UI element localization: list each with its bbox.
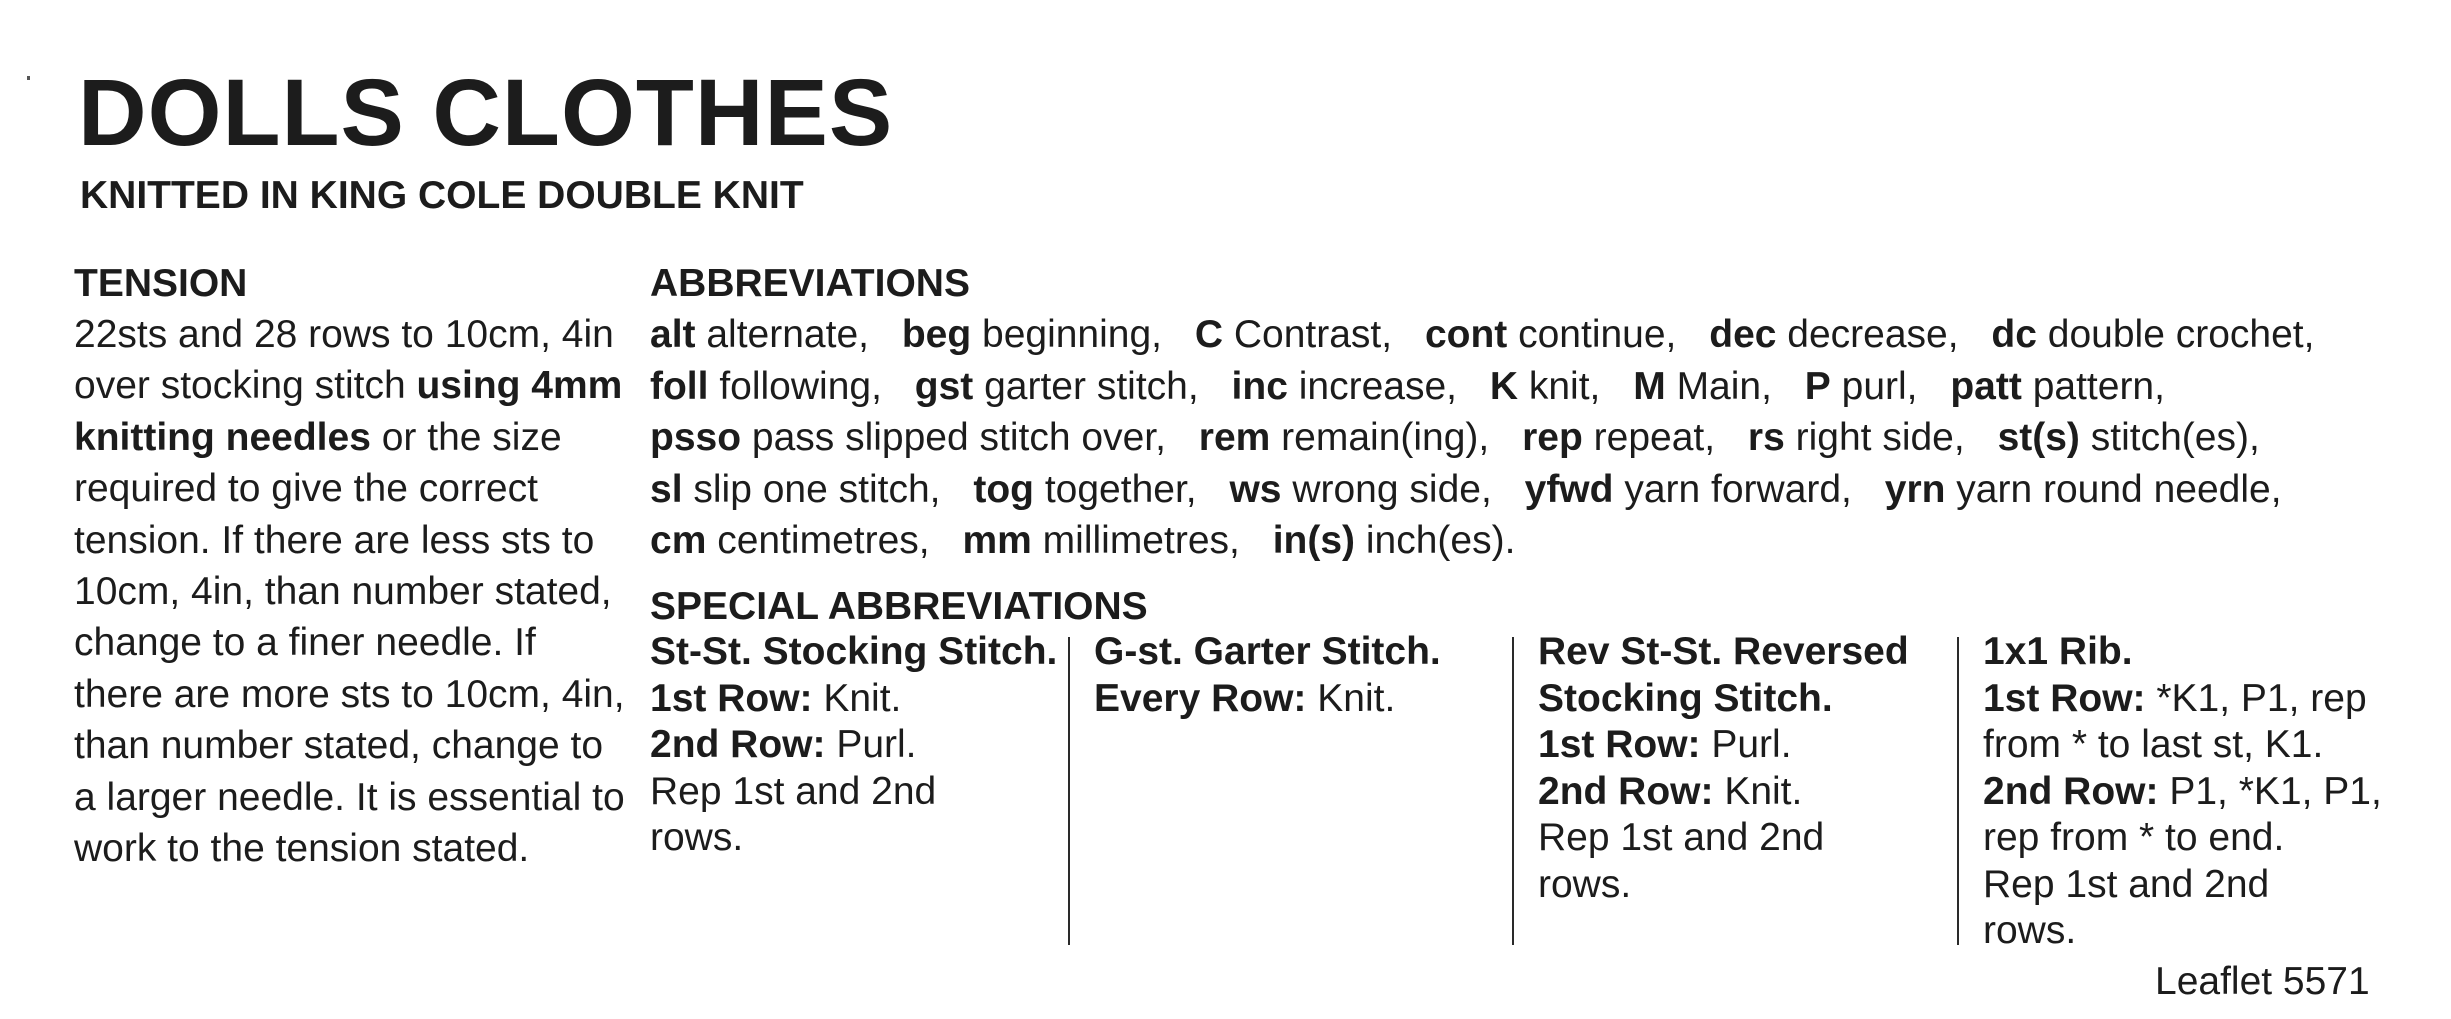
abbreviation-term: ws — [1229, 467, 1282, 511]
abbreviation-term: rs — [1747, 416, 1785, 460]
abbreviation-term: cm — [650, 519, 707, 563]
row-label: 2nd Row: — [1983, 769, 2159, 813]
repeat-instruction: Rep 1st and 2nd rows. — [1983, 862, 2270, 952]
row-text: Knit. — [1713, 769, 1803, 813]
abbreviation-term: dc — [1991, 313, 2037, 356]
abbreviation-meaning: repeat, — [1593, 416, 1716, 460]
abbreviation-term: mm — [962, 519, 1032, 563]
page-title: DOLLS CLOTHES — [78, 60, 894, 166]
abbreviation-entry — [650, 519, 930, 562]
abbreviation-meaning: wrong side, — [1292, 467, 1492, 511]
abbreviation-term: yrn — [1884, 467, 1946, 511]
abbreviation-entry — [1490, 365, 1601, 408]
abbreviation-meaning: millimetres, — [1042, 519, 1240, 563]
repeat-instruction: Rep 1st and 2nd rows. — [650, 769, 937, 859]
abbreviation-term: C — [1194, 313, 1224, 356]
abbreviations-list — [650, 309, 2390, 567]
repeat-instruction: Rep 1st and 2nd rows. — [1538, 816, 1825, 906]
abbreviation-term: K — [1489, 364, 1518, 408]
abbreviation-meaning: beginning, — [982, 313, 1162, 356]
abbreviation-entry — [650, 416, 1166, 459]
reversed-stocking-stitch-column — [1538, 629, 1958, 908]
scan-speck — [27, 76, 30, 80]
column-divider — [1068, 637, 1070, 945]
abbreviation-term: in(s) — [1272, 519, 1356, 563]
tension-text-end: or the size required to give the correct tension. If there are less sts to 10cm, 4in, than number stated, change to a finer needle. If there are more sts to 10cm, 4in, than number stated, change to a larger needle. It is essential to work to the tension stated. — [74, 415, 625, 871]
abbreviation-meaning: stitch(es), — [2090, 416, 2260, 460]
abbreviation-entry — [1709, 313, 1958, 356]
abbreviation-entry — [1525, 468, 1852, 511]
abbreviation-entry — [902, 313, 1162, 356]
stitch-name: Rev St-St. Reversed Stocking Stitch. — [1538, 630, 1909, 720]
abbreviation-meaning: knit, — [1528, 364, 1601, 408]
row-text: *K1, P1, rep from * to last st, K1. — [1983, 676, 2367, 766]
abbreviation-term: dec — [1709, 313, 1777, 356]
abbreviation-term: beg — [901, 313, 972, 356]
abbreviation-meaning: garter stitch, — [984, 364, 1199, 408]
abbreviation-meaning: Main, — [1676, 364, 1772, 408]
abbreviation-term: psso — [650, 416, 742, 460]
row-text: Knit. — [1306, 676, 1396, 720]
abbreviation-entry — [1273, 519, 1516, 562]
tension-heading: TENSION — [74, 262, 248, 305]
row-label: Every Row: — [1094, 676, 1307, 720]
abbreviation-entry — [650, 365, 882, 408]
abbreviation-entry — [1748, 416, 1965, 459]
leaflet-number: Leaflet 5571 — [2155, 960, 2370, 1003]
abbreviation-meaning: increase, — [1298, 364, 1457, 408]
abbreviation-meaning: alternate, — [706, 313, 869, 356]
abbreviation-term: cont — [1424, 313, 1508, 356]
stocking-stitch-column — [650, 629, 1070, 862]
abbreviation-term: sl — [650, 467, 683, 511]
abbreviation-meaning: double crochet, — [2047, 313, 2315, 356]
row-label: 1st Row: — [1538, 723, 1701, 766]
abbreviation-meaning: slip one stitch, — [693, 467, 941, 511]
abbreviation-meaning: remain(ing), — [1281, 416, 1490, 460]
special-abbreviations-section — [650, 585, 2410, 989]
abbreviation-entry — [1885, 468, 2282, 511]
abbreviation-meaning: yarn round needle, — [1956, 467, 2282, 511]
row-label: 1st Row: — [650, 676, 813, 720]
abbreviation-meaning: following, — [719, 364, 882, 408]
abbreviation-entry — [962, 519, 1239, 562]
abbreviation-entry — [1232, 365, 1457, 408]
abbreviation-term: inc — [1231, 364, 1288, 408]
abbreviation-term: alt — [650, 313, 696, 356]
page-subtitle: KNITTED IN KING COLE DOUBLE KNIT — [80, 174, 804, 217]
abbreviation-term: P — [1804, 364, 1831, 408]
abbreviation-entry — [650, 313, 869, 356]
abbreviation-term: M — [1633, 364, 1666, 408]
garter-stitch-column — [1094, 629, 1514, 722]
special-abbreviations-heading: SPECIAL ABBREVIATIONS — [650, 585, 1148, 628]
row-text: Knit. — [812, 676, 902, 720]
abbreviation-entry — [650, 468, 941, 511]
abbreviation-entry — [915, 365, 1199, 408]
rib-column — [1983, 629, 2398, 955]
tension-needle-size: using 4mm knitting needles — [74, 364, 623, 459]
abbreviations-section — [650, 258, 2390, 567]
abbreviation-entry — [1950, 365, 2165, 408]
abbreviation-entry — [1522, 416, 1715, 459]
row-label: 1st Row: — [1983, 676, 2146, 720]
abbreviation-entry — [1633, 365, 1772, 408]
abbreviation-term: rep — [1522, 416, 1583, 460]
stitch-name: St-St. Stocking Stitch. — [650, 630, 1058, 673]
abbreviation-entry — [1425, 313, 1676, 356]
abbreviation-term: yfwd — [1524, 467, 1614, 511]
abbreviation-entry — [1229, 468, 1491, 511]
abbreviation-meaning: right side, — [1795, 416, 1965, 460]
column-divider — [1512, 637, 1514, 945]
abbreviation-entry — [973, 468, 1196, 511]
row-text: P1, *K1, P1, rep from * to end. — [1983, 769, 2382, 859]
row-label: 2nd Row: — [650, 723, 826, 766]
row-label: 2nd Row: — [1538, 769, 1714, 813]
abbreviation-term: gst — [914, 364, 974, 408]
abbreviation-term: tog — [973, 467, 1034, 511]
abbreviation-term: rem — [1198, 416, 1271, 460]
row-text: Purl. — [1700, 723, 1792, 766]
abbreviation-meaning: purl, — [1841, 364, 1918, 408]
abbreviation-meaning: pattern, — [2032, 364, 2165, 408]
row-text: Purl. — [825, 723, 917, 766]
stitch-name: 1x1 Rib. — [1983, 630, 2133, 673]
stitch-name: G-st. Garter Stitch. — [1094, 630, 1441, 673]
abbreviation-term: st(s) — [1997, 416, 2080, 460]
tension-text — [74, 309, 634, 874]
abbreviation-entry — [1998, 416, 2260, 459]
abbreviation-term: foll — [650, 364, 709, 408]
abbreviations-heading: ABBREVIATIONS — [650, 262, 970, 305]
column-divider — [1957, 637, 1959, 945]
abbreviation-meaning: yarn forward, — [1624, 467, 1852, 511]
abbreviation-entry — [1199, 416, 1489, 459]
abbreviation-meaning: Contrast, — [1233, 313, 1393, 356]
abbreviation-meaning: inch(es). — [1365, 519, 1516, 563]
special-abbreviations-columns — [650, 629, 2410, 989]
tension-text-start: 22sts and 28 rows to 10cm, 4in over stocking stitch — [74, 313, 614, 408]
abbreviation-meaning: centimetres, — [717, 519, 930, 563]
abbreviation-entry — [1805, 365, 1918, 408]
abbreviation-meaning: pass slipped stitch over, — [751, 416, 1166, 460]
abbreviation-meaning: decrease, — [1787, 313, 1959, 356]
abbreviation-term: patt — [1950, 364, 2022, 408]
abbreviation-meaning: continue, — [1518, 313, 1677, 356]
abbreviation-entry — [1195, 313, 1392, 356]
abbreviation-meaning: together, — [1044, 467, 1197, 511]
abbreviation-entry — [1991, 313, 2314, 356]
tension-section — [74, 258, 634, 874]
